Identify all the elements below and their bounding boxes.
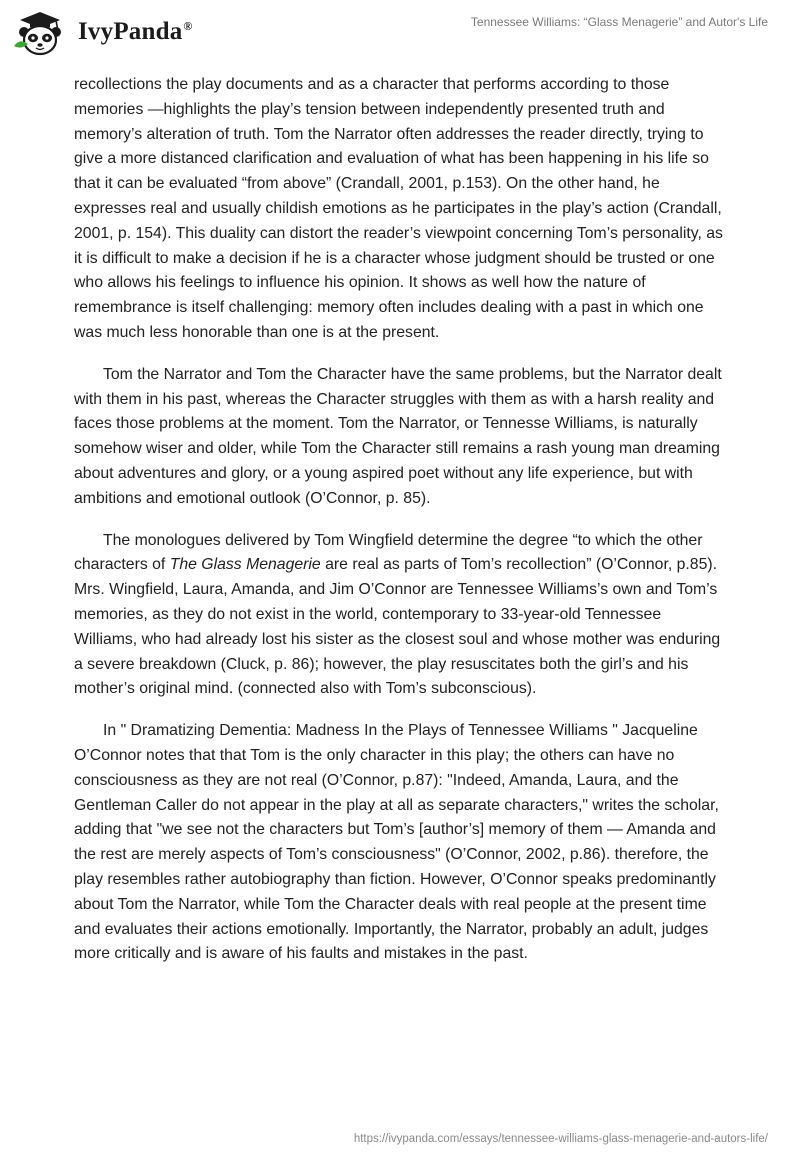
essay-body	[74, 73, 726, 984]
ivypanda-logo[interactable]	[12, 8, 212, 58]
document-title: Tennessee Williams: “Glass Menagerie” and Autor's Life	[470, 15, 768, 29]
paragraph	[74, 529, 726, 703]
registered-mark: ®	[183, 18, 193, 33]
source-url[interactable]: https://ivypanda.com/essays/tennessee-williams-glass-menagerie-and-autors-life/	[353, 1133, 768, 1145]
page-header	[0, 0, 800, 70]
paragraph: In " Dramatizing Dementia: Madness In the Plays of Tennessee Williams " Jacqueline O’Connor notes that that Tom is the only character in this play; the others can have no consciousness as they are not real (O’Connor, p.87): "Indeed, Amanda, Laura, and the Gentleman Caller do not appear in the play at all as separate characters," writes the scholar, adding that "we see not the characters but Tom’s [author’s] memory of them — Amanda and the rest are merely aspects of Tom’s consciousness" (O’Connor, 2002, p.86). therefore, the play resembles rather autobiography than fiction. However, O’Connor speaks predominantly about Tom the Narrator, while Tom the Character deals with real people at the present time and evaluates their actions emotionally. Importantly, the Narrator, probably an adult, judges more critically and is aware of his faults and mistakes in the past.	[74, 722, 719, 963]
paragraph-text: The monologues delivered by Tom Wingfield determine the degree “to which the other characters of	[74, 531, 703, 574]
paragraph: recollections the play documents and as a character that performs according to those memories —highlights the play’s tension between independently presented truth and memory’s alteration of truth. Tom the Narrator often addresses the reader directly, trying to give a more distanced clarification and evaluation of what has been happening in his life so that it can be evaluated “from above” (Crandall, 2001, p.153). On the other hand, he expresses real and usually childish emotions as he participates in the play’s action (Crandall, 2001, p. 154). This duality can distort the reader’s viewpoint concerning Tom’s personality, as it is difficult to make a decision if he is a character whose judgment should be trusted or one who allows his feelings to influence his opinion. It shows as well how the nature of remembrance is itself challenging: memory often includes dealing with a past in which one was much less honorable than one is at the present.	[74, 76, 723, 341]
play-title: The Glass Menagerie	[169, 556, 321, 574]
panda-graduate-icon	[12, 8, 74, 58]
brand-name	[78, 18, 193, 46]
paragraph-text: are real as parts of Tom’s recollection” (O’Connor, p.85). Mrs. Wingfield, Laura, Amanda, and Jim O’Connor are Tennessee Williams’s own and Tom’s memories, as they do not exist in the world, contemporary to 33-year-old Tennessee Williams, who had already lost his sister as the closest soul and whose mother was enduring a severe breakdown (Cluck, p. 86); however, the play resuscitates both the girl’s and his mother’s original mind. (connected also with Tom’s subconscious).	[74, 556, 721, 698]
brand-text: IvyPanda	[78, 18, 183, 45]
paragraph: Tom the Narrator and Tom the Character have the same problems, but the Narrator dealt with them in his past, whereas the Character struggles with them as with a harsh reality and faces those problems at the moment. Tom the Narrator, or Tennesse Williams, is naturally somehow wiser and older, while Tom the Character still remains a rash young man dreaming about adventures and glory, or a young aspired poet without any life experience, but with ambitions and emotional outlook (O’Connor, p. 85).	[74, 365, 722, 507]
